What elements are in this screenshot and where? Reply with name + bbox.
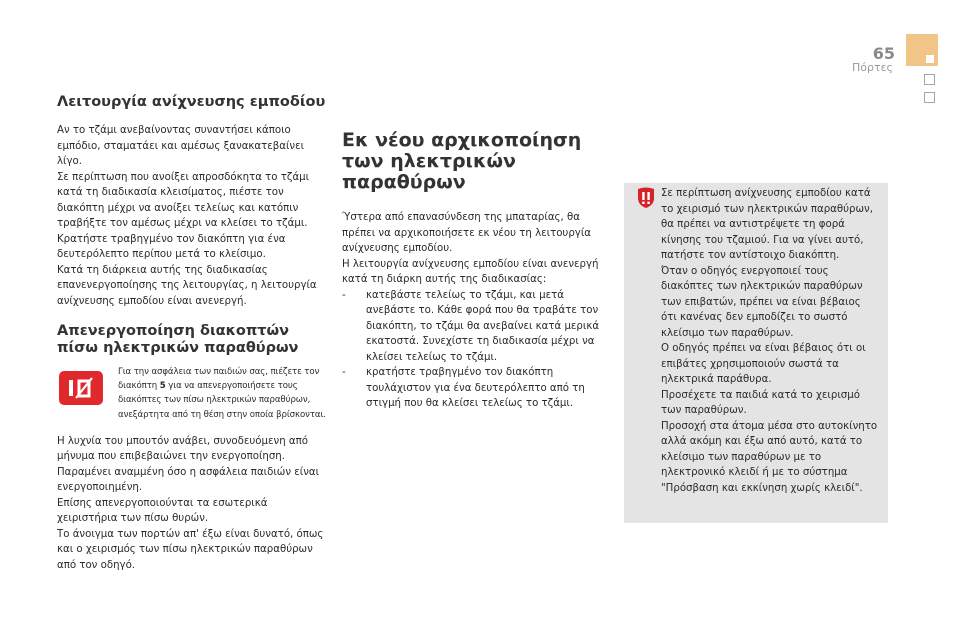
chapter-tab-box bbox=[924, 74, 935, 85]
warning-text: Σε περίπτωση ανίχνευσης εμποδίου κατά το χειρισμό των ηλεκτρικών παραθύρων, θα πρέπει να αντιστρέψετε τη φορά κίνησης του τζαμιού. Για να γίνει αυτό, πατήστε τον αντίστοιχο διακόπτη. Όταν ο οδηγός ενεργοποιεί τους διακόπτες των ηλεκτρικών παραθύρων των επιβατών, πρέπει να είναι βέβαιος ότι κανένας δεν εμποδίζει το σωστό κλείσιμο των παραθύρων. Ο οδηγός πρέπει να είναι βέβαιος ότι οι επιβάτες χρησιμοποιούν σωστά τα ηλεκτρικά παράθυρα. Προσέχετε τα παιδιά κατά το χειρισμό των παραθύρων. Προσοχή στα άτομα μέσα στο αυτοκίνητο αλλά ακόμη και έξω από αυτό, κατά το κλείσιμο των παραθύρων με το ηλεκτρονικό κλειδί ή με το σύστημα "Πρόσβαση και εκκίνηση χωρίς κλειδί". bbox=[661, 188, 878, 494]
warning-box bbox=[624, 183, 888, 523]
list-item bbox=[342, 288, 602, 366]
deactivation-text: Η λυχνία του μπουτόν ανάβει, συνοδευόμενη από μήνυμα που επιβεβαιώνει την ενεργοποίηση. Παραμένει αναμμένη όσο η ασφάλεια παιδιών είναι ενεργοποιημένη. Επίσης απενεργοποιούνται τα εσωτερικά χειριστήρια των πίσω θυρών. Το άνοιγμα των πορτών απ' έξω είναι δυνατό, όπως και ο χειρισμός των πίσω ηλεκτρικών παραθύρων από τον οδηγό. bbox=[57, 435, 324, 571]
middle-column bbox=[342, 130, 602, 412]
chapter-tab-marker bbox=[926, 55, 934, 63]
switch-number: 5 bbox=[159, 381, 166, 392]
reinitialization-intro: Ύστερα από επανασύνδεση της μπαταρίας, θα πρέπει να αρχικοποιήσετε εκ νέου τη λειτουργία ανίχνευσης εμποδίου. Η λειτουργία ανίχνευσης εμποδίου είναι ανενεργή κατά τη διάρκη αυτής της διαδικασίας: bbox=[342, 212, 599, 285]
child-safety-text bbox=[118, 365, 326, 422]
child-safety-text-part: Για την ασφάλεια των παιδιών σας, πιέζετε τον διακόπτη bbox=[118, 367, 320, 392]
child-safety-text-part: για να απενεργοποιήσετε τους διακόπτες των πίσω ηλεκτρικών παραθύρων, ανεξάρτητα από τη θέση στην οποία βρίσκονται. bbox=[118, 381, 326, 420]
obstacle-detection-text: Αν το τζάμι ανεβαίνοντας συναντήσει κάποιο εμπόδιο, σταματάει και αμέσως ξανακατεβαίνει λίγο. Σε περίπτωση που ανοίξει απροσδόκητα το τζάμι κατά τη διαδικασία κλεισίματος, πιέστε τον διακόπτη μέχρι να ανοίξει τελείως και κατόπιν τραβήξτε τον αμέσως μέχρι να κλείσει το τζάμι. Κρατήστε τραβηγμένο τον διακόπτη για ένα δευτερόλεπτο περίπου μετά το κλείσιμο. Κατά τη διάρκεια αυτής της διαδικασίας επανενεργοποίησης της λειτουργίας, η λειτουργία ανίχνευσης εμποδίου είναι ανενεργή. bbox=[57, 125, 317, 307]
list-dash: - bbox=[342, 289, 346, 301]
chapter-tab-box bbox=[924, 92, 935, 103]
rear-switch-deactivation-title: Απενεργοποίηση διακοπτών πίσω ηλεκτρικών παραθύρων bbox=[57, 323, 299, 356]
obstacle-detection-title: Λειτουργία ανίχνευσης εμποδίου bbox=[57, 94, 326, 110]
step-text: κατεβάστε τελείως το τζάμι, και μετά ανεβάστε το. Κάθε φορά που θα τραβάτε τον διακόπτη, το τζάμι θα ανεβαίνει κατά μερικά εκατοστά. Συνεχίστε τη διαδικασία μέχρι να κλείσει τελείως το τζάμι. bbox=[366, 289, 600, 363]
child-lock-icon bbox=[59, 371, 103, 405]
child-safety-note bbox=[57, 365, 327, 422]
list-dash: - bbox=[342, 367, 346, 378]
reinitialization-title: Εκ νέου αρχικοποίηση των ηλεκτρικών παραθύρων bbox=[342, 129, 582, 193]
chapter-title: Πόρτες bbox=[851, 61, 893, 74]
list-item bbox=[342, 365, 602, 412]
page-number: 65 bbox=[872, 44, 895, 63]
reinitialization-steps bbox=[342, 288, 602, 412]
step-text: κρατήστε τραβηγμένο τον διακόπτη τουλάχιστον για ένα δευτερόλεπτο από τη στιγμή που θα κλείσει τελείως το τζάμι. bbox=[366, 367, 585, 409]
warning-double-exclamation-icon bbox=[635, 187, 657, 213]
left-column bbox=[57, 94, 327, 573]
